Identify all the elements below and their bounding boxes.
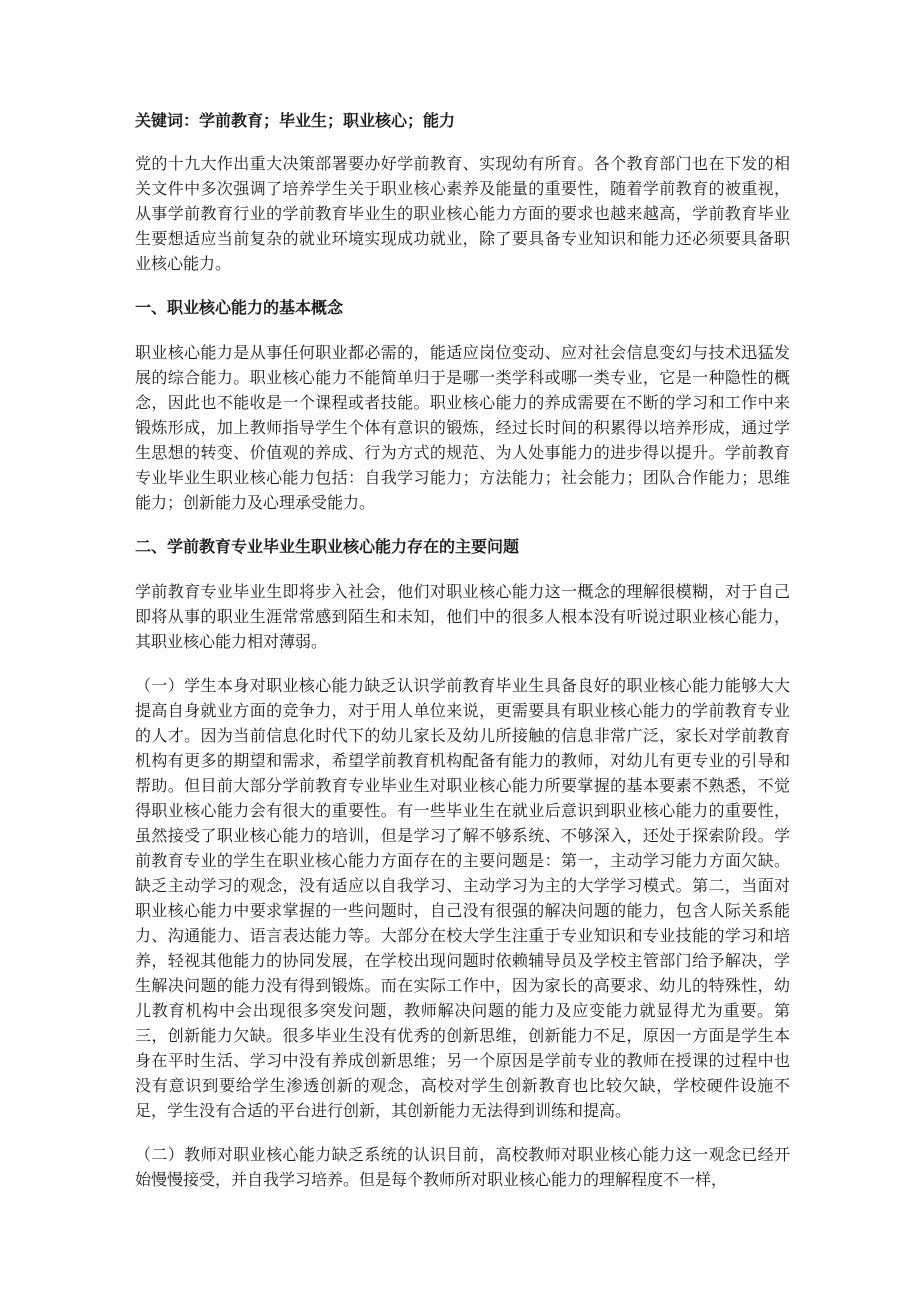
section2-sub2-paragraph: （二）教师对职业核心能力缺乏系统的认识目前，高校教师对职业核心能力这一观念已经开始慢慢接受，并自我学习培养。但是每个教师所对职业核心能力的理解程度不一样， xyxy=(135,1145,790,1189)
keywords-line: 关键词：学前教育；毕业生；职业核心；能力 xyxy=(135,111,456,130)
section2-sub1-paragraph: （一）学生本身对职业核心能力缺乏认识学前教育毕业生具备良好的职业核心能力能够大大提高自身就业方面的竞争力，对于用人单位来说，更需要具有职业核心能力的学前教育专业的人才。因为当前信息化时代下的幼儿家长及幼儿所接触的信息非常广泛，家长对学前教育机构有更多的期望和需求，希望学前教育机构配备有能力的教师，对幼儿有更专业的引导和帮助。但目前大部分学前教育专业毕业生对职业核心能力所要掌握的基本要素不熟悉，不觉得职业核心能力会有很大的重要性。有一些毕业生在就业后意识到职业核心能力的重要性，虽然接受了职业核心能力的培训，但是学习了解不够系统、不够深入，还处于探索阶段。学前教育专业的学生在职业核心能力方面存在的主要问题是：第一，主动学习能力方面欠缺。缺乏主动学习的观念，没有适应以自我学习、主动学习为主的大学学习模式。第二，当面对职业核心能力中要求掌握的一些问题时，自己没有很强的解决问题的能力，包含人际关系能力、沟通能力、语言表达能力等。大部分在校大学生注重于专业知识和专业技能的学习和培养，轻视其他能力的协同发展，在学校出现问题时依赖辅导员及学校主管部门给予解决，学生解决问题的能力没有得到锻炼。而在实际工作中，因为家长的高要求、幼儿的特殊性，幼儿教育机构中会出现很多突发问题，教师解决问题的能力及应变能力就显得尤为重要。第三，创新能力欠缺。很多毕业生没有优秀的创新思维，创新能力不足，原因一方面是学生本身在平时生活、学习中没有养成创新思维；另一个原因是学前专业的教师在授课的过程中也没有意识到要给学生渗透创新的观念，高校对学生创新教育也比较欠缺，学校硬件设施不足，学生没有合适的平台进行创新，其创新能力无法得到训练和提高。 xyxy=(135,676,790,1120)
section2-intro-paragraph: 学前教育专业毕业生即将步入社会，他们对职业核心能力这一概念的理解很模糊，对于自己即将从事的职业生涯常常感到陌生和未知，他们中的很多人根本没有听说过职业核心能力，其职业核心能力相对薄弱。 xyxy=(135,582,790,651)
section1-heading: 一、职业核心能力的基本概念 xyxy=(135,298,344,317)
document-body xyxy=(135,108,790,1211)
section2-heading: 二、学前教育专业毕业生职业核心能力存在的主要问题 xyxy=(135,537,520,556)
intro-paragraph: 党的十九大作出重大决策部署要办好学前教育、实现幼有所育。各个教育部门也在下发的相关文件中多次强调了培养学生关于职业核心素养及能量的重要性，随着学前教育的被重视，从事学前教育行业的学前教育毕业生的职业核心能力方面的要求也越来越高，学前教育毕业生要想适应当前复杂的就业环境实现成功就业，除了要具备专业知识和能力还必须要具备职业核心能力。 xyxy=(135,154,790,273)
section1-paragraph: 职业核心能力是从事任何职业都必需的，能适应岗位变动、应对社会信息变幻与技术迅猛发展的综合能力。职业核心能力不能简单归于是哪一类学科或哪一类专业，它是一种隐性的概念，因此也不能收是一个课程或者技能。职业核心能力的养成需要在不断的学习和工作中来锻炼形成，加上教师指导学生个体有意识的锻炼，经过长时间的积累得以培养形成，通过学生思想的转变、价值观的养成、行为方式的规范、为人处事能力的进步得以提升。学前教育专业毕业生职业核心能力包括：自我学习能力；方法能力；社会能力；团队合作能力；思维能力；创新能力及心理承受能力。 xyxy=(135,343,790,512)
